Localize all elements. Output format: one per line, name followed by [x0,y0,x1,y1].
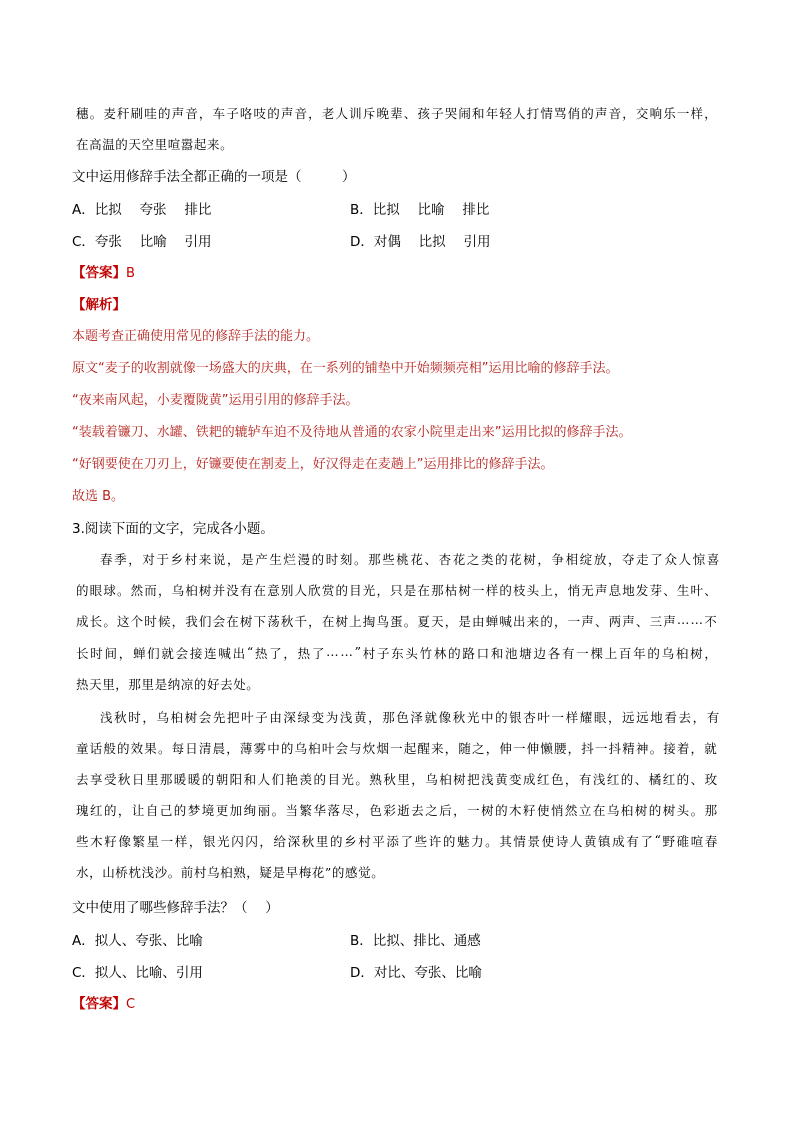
passage-line: 穗 。 麦 秆 刷 哇 的 声 音 ， 车 子 咯 吱 的 声 音 ， 老 人 训 斥 晚 辈 、 孩 子 哭 闹 和 年 轻 人 打 情 骂 俏 的 声 音 ， 交 响 乐 一 样 ， [76,106,718,121]
answer-line [72,261,135,281]
option-d: D．对偶 比拟 引用 [350,234,491,250]
passage-line: 成 长 。 这 个 时 候 ， 我 们 会 在 树 下 荡 秋 千 ， 在 树 上 掏 鸟 蛋 。 夏 天 ， 是 由 蝉 喊 出 来 的 ， 一 声 、 两 声 、 三 声 … … 不 [76,612,718,629]
analysis-line: 故选 B。 [72,489,125,504]
answer-line [72,992,135,1012]
option-b: B．比拟、排比、通感 [350,933,481,949]
passage-line: 瑰 红 的 ， 让 自 己 的 梦 境 更 加 绚 丽 。 当 繁 华 落 尽 ， 色 彩 逝 去 之 后 ， 一 树 的 木 籽 使 悄 然 立 在 乌 桕 树 的 树 头 。 那 [76,803,718,818]
answer-value: C [126,997,136,1012]
question-heading: 3.阅读下面的文字，完成各小题。 [72,521,274,537]
passage-line: 去 享 受 秋 日 里 那 暖 暖 的 朝 阳 和 人 们 艳 羡 的 目 光 。 熟 秋 里 ， 乌 桕 树 把 浅 黄 变 成 红 色 ， 有 浅 红 的 、 橘 红 的 、 玫 [76,772,718,787]
analysis-line: 原文“麦子的收割就像一场盛大的庆典，在一系列的铺垫中开始频频亮相”运用比喻的修辞手法。 [72,361,619,376]
answer-label: 【答案】 [72,265,126,281]
analysis-line: “夜来南风起，小麦覆陇黄”运用引用的修辞手法。 [72,393,359,408]
passage-line: 些 木 籽 像 繁 星 一 样 ， 银 光 闪 闪 ， 给 深 秋 里 的 乡 村 平 添 了 些 许 的 魅 力 。 其 情 景 使 诗 人 黄 镇 成 有 了 “ 野 碓 喧 春 [76,832,718,849]
passage-line: 水，山桥枕浅沙。前村乌桕熟，疑是早梅花”的感觉。 [76,865,385,880]
option-d: D．对比、夸张、比喻 [350,965,482,981]
option-a: A．拟人、夸张、比喻 [72,933,203,949]
answer-label: 【答案】 [72,996,126,1012]
analysis-line: 本题考查正确使用常见的修辞手法的能力。 [72,329,320,344]
passage-line: 浅 秋 时 ， 乌 桕 树 会 先 把 叶 子 由 深 绿 变 为 浅 黄 ， 那 色 泽 就 像 秋 光 中 的 银 杏 叶 一 样 耀 眼 ， 远 远 地 看 去 ， 有 [100,710,720,725]
analysis-line: “装载着镰刀、水罐、铁耙的辘轳车迫不及待地从普通的农家小院里走出来”运用比拟的修辞手法。 [72,425,632,440]
passage-line: 童 话 般 的 效 果 。 每 日 清 晨 ， 薄 雾 中 的 乌 桕 叶 会 与 炊 烟 一 起 醒 来 ， 随 之 ， 伸 一 伸 懒 腰 ， 抖 一 抖 精 神 。 接 着 ， 就 [76,741,718,756]
passage-line: 热天里，那里是纳凉的好去处。 [76,677,260,692]
passage-line: 在高温的天空里喧嚣起来。 [76,137,234,152]
question-stem: 文中使用了哪些修辞手法？（ ） [72,900,279,916]
option-a: A．比拟 夸张 排比 [72,202,212,218]
passage-line: 长 时 间 ， 蝉 们 就 会 接 连 喊 出 “ 热 了 ， 热 了 … … ” 村 子 东 头 竹 林 的 路 口 和 池 塘 边 各 有 一 棵 上 百 年 的 乌 桕 树 ， [76,644,718,661]
passage-line: 春 季 ， 对 于 乡 村 来 说 ， 是 产 生 烂 漫 的 时 刻 。 那 些 桃 花 、 杏 花 之 类 的 花 树 ， 争 相 绽 放 ， 夺 走 了 众 人 惊 喜 [100,552,720,567]
analysis-label: 【解析】 [72,297,126,313]
option-c: C．夸张 比喻 引用 [72,234,212,250]
question-stem: 文中运用修辞手法全都正确的一项是（ ） [72,169,356,185]
passage-line: 的 眼 球 。 然 而 ， 乌 桕 树 并 没 有 在 意 别 人 欣 赏 的 目 光 ， 只 是 在 那 枯 树 一 样 的 枝 头 上 ， 悄 无 声 息 地 发 芽 、 生 叶 、 [76,583,718,598]
option-b: B．比拟 比喻 排比 [350,202,490,218]
answer-value: B [126,266,135,281]
option-c: C．拟人、比喻、引用 [72,965,203,981]
analysis-line: “好钢要使在刀刃上，好镰要使在割麦上，好汉得走在麦趟上”运用排比的修辞手法。 [72,457,554,472]
